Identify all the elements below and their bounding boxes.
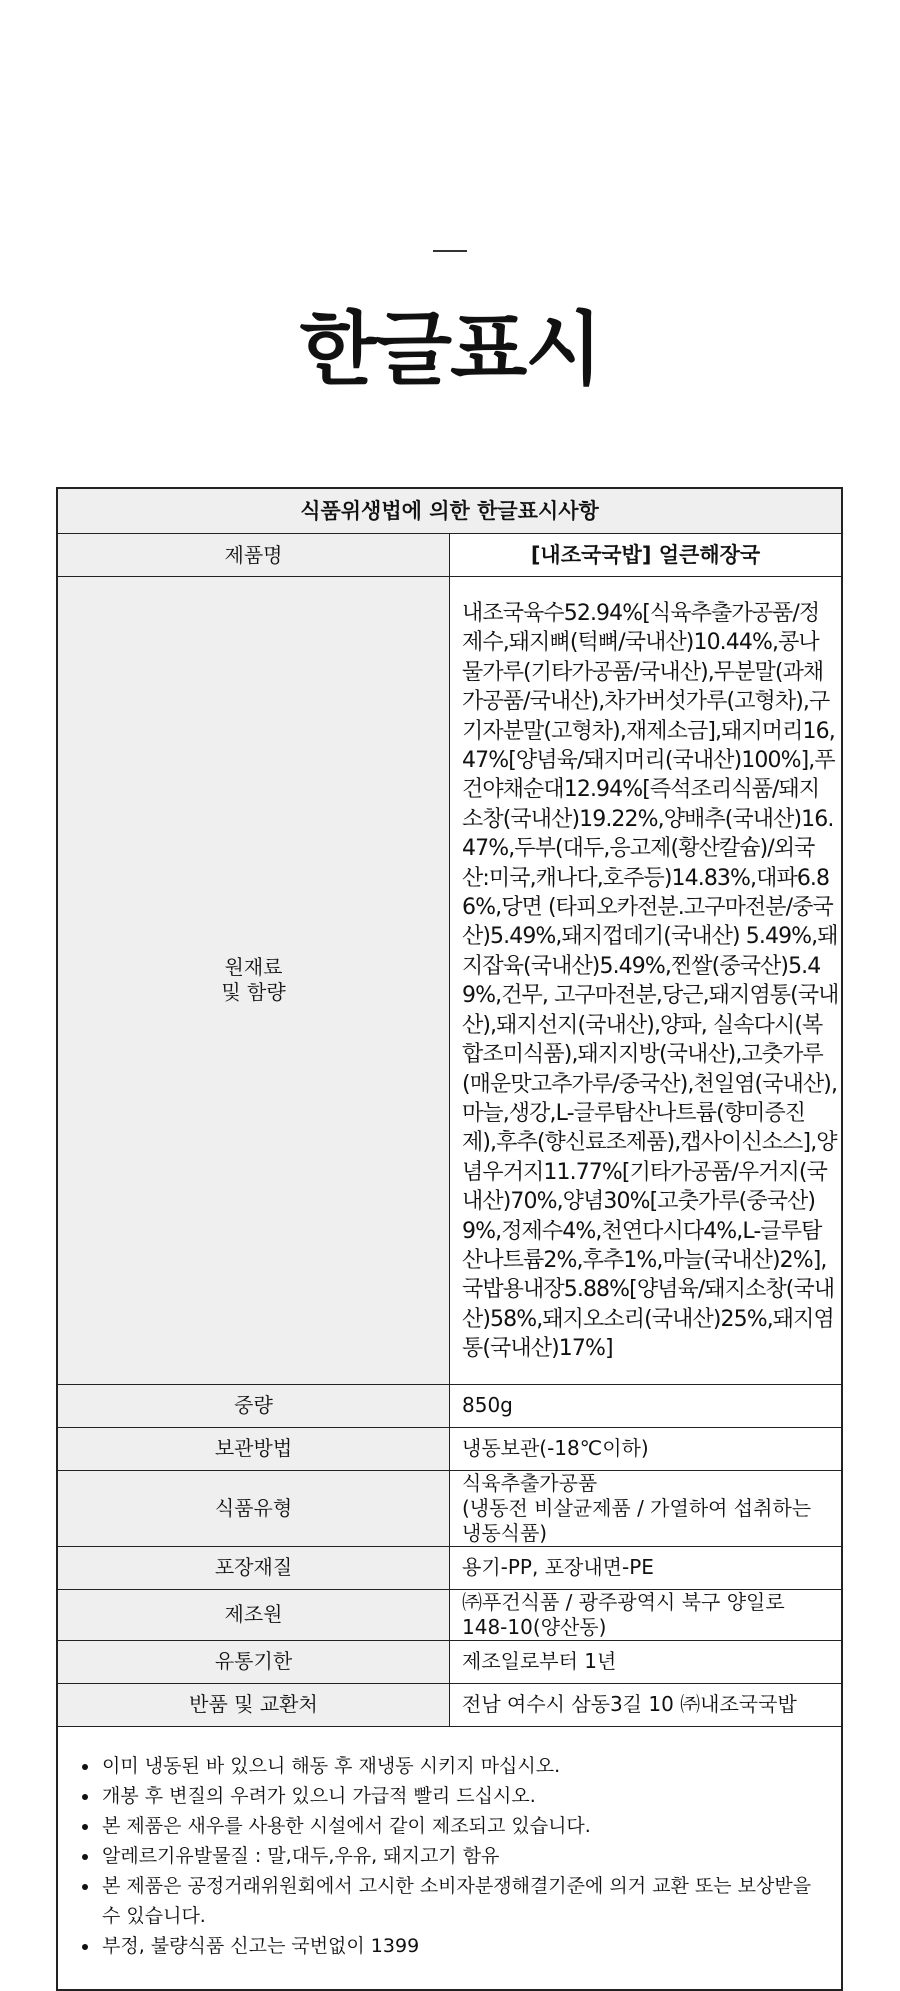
expiry-value: 제조일로부터 1년 (450, 1640, 842, 1683)
manufacturer-value: ㈜푸건식품 / 광주광역시 북구 양일로 148-10(양산동) (450, 1589, 842, 1640)
packaging-value: 용기-PP, 포장내면-PE (450, 1546, 842, 1589)
row-packaging (58, 1546, 841, 1589)
food-type-key: 식품유형 (58, 1470, 450, 1546)
page-title: 한글표시 (299, 303, 601, 396)
note-item: • 알레르기유발물질 : 말,대두,우유, 돼지고기 함유 (100, 1841, 821, 1871)
row-expiry (58, 1640, 841, 1683)
weight-key: 중량 (58, 1384, 450, 1427)
row-returns (58, 1683, 841, 1726)
returns-value: 전남 여수시 삼동3길 10 ㈜내조국국밥 (450, 1683, 842, 1726)
packaging-key: 포장재질 (58, 1546, 450, 1589)
notes-section (58, 1727, 841, 1989)
note-item: • 본 제품은 공정거래위원회에서 고시한 소비자분쟁해결기준에 의거 교환 또는 보상받을 수 있습니다. (100, 1871, 821, 1931)
product-name-key: 제품명 (58, 534, 450, 577)
food-type-line-2: (냉동전 비살균제품 / 가열하여 섭취하는 냉동식품) (462, 1495, 812, 1545)
food-type-value (450, 1470, 842, 1546)
korean-label-box (56, 487, 843, 1991)
note-item: • 개봉 후 변질의 우려가 있으니 가급적 빨리 드십시오. (100, 1781, 821, 1811)
row-ingredients (58, 577, 841, 1385)
row-manufacturer (58, 1589, 841, 1640)
product-name-value: [내조국국밥] 얼큰해장국 (450, 534, 842, 577)
row-product-name (58, 534, 841, 577)
row-food-type (58, 1470, 841, 1546)
returns-key: 반품 및 교환처 (58, 1683, 450, 1726)
notes-list (78, 1751, 821, 1961)
row-storage (58, 1427, 841, 1470)
ingredients-key-line-2: 및 함량 (221, 980, 286, 1005)
weight-value: 850g (450, 1384, 842, 1427)
manufacturer-key: 제조원 (58, 1589, 450, 1640)
storage-value: 냉동보관(-18℃이하) (450, 1427, 842, 1470)
ingredients-key (58, 577, 450, 1385)
storage-key: 보관방법 (58, 1427, 450, 1470)
ingredients-value: 내조국육수52.94%[식육추출가공품/정제수,돼지뼈(턱뼈/국내산)10.44%,콩나물가루(기타가공품/국내산),무분말(과채가공품/국내산),차가버섯가루(고형차),구기자분말(고형차),재제소금],돼지머리16,47%[양념육/돼지머리(국내산)100%],푸건야채순대12.94%[즉석조리식품/돼지소창(국내산)19.22%,양배추(국내산)16.47%,두부(대두,응고제(황산칼슘)/외국산:미국,캐나다,호주등)14.83%,대파6.86%,당면 (타피오카전분.고구마전분/중국산)5.49%,돼지껍데기(국내산) 5.49%,돼지잡육(국내산)5.49%,찐쌀(중국산)5.49%,건무, 고구마전분,당근,돼지염통(국내산),돼지선지(국내산),양파, 실속다시(복합조미식품),돼지지방(국내산),고춧가루(매운맛고추가루/중국산),천일염(국내산),마늘,생강,L-글루탐산나트륨(향미증진제),후추(향신료조제품),캡사이신소스],양념우거지11.77%[기타가공품/우거지(국내산)70%,양념30%[고춧가루(중국산)9%,정제수4%,천연다시다4%,L-글루탐산나트륨2%,후추1%,마늘(국내산)2%],국밥용내장5.88%[양념육/돼지소창(국내산)58%,돼지오소리(국내산)25%,돼지염통(국내산)17%] (450, 577, 842, 1385)
note-item: • 본 제품은 새우를 사용한 시설에서 같이 제조되고 있습니다. (100, 1811, 821, 1841)
title-dash-divider (433, 250, 467, 252)
note-item: • 이미 냉동된 바 있으니 해동 후 재냉동 시키지 마십시오. (100, 1751, 821, 1781)
note-item: • 부정, 불량식품 신고는 국번없이 1399 (100, 1931, 821, 1961)
food-type-line-1: 식육추출가공품 (462, 1470, 598, 1495)
label-table (58, 489, 841, 1727)
ingredients-key-line-1: 원재료 (224, 955, 283, 980)
row-weight (58, 1384, 841, 1427)
table-header: 식품위생법에 의한 한글표시사항 (58, 489, 841, 534)
expiry-key: 유통기한 (58, 1640, 450, 1683)
